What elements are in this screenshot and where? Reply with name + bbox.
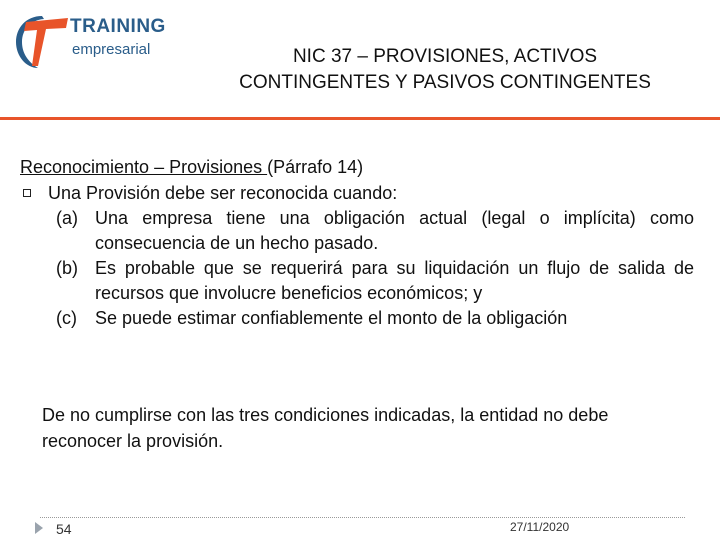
closing-note: De no cumplirse con las tres condiciones indicadas, la entidad no debe reconocer la provisión. — [42, 405, 609, 451]
condition-a — [56, 206, 694, 256]
square-bullet-icon — [23, 189, 31, 197]
logo-text-training: TRAINING — [70, 16, 166, 37]
section-heading-underlined: Reconocimiento – Provisiones — [20, 157, 268, 177]
slide-title-line-1: NIC 37 – PROVISIONES, ACTIVOS — [292, 46, 598, 67]
condition-text: Una empresa tiene una obligación actual (legal o implícita) como consecuencia de un hecho pasado. — [95, 208, 694, 253]
slide-title — [170, 44, 720, 96]
bullet-text: Una Provisión debe ser reconocida cuando: — [48, 183, 398, 203]
footer-arrow-icon — [34, 521, 44, 535]
logo-text-empresarial: empresarial — [72, 41, 151, 58]
condition-text: Es probable que se requerirá para su liquidación un flujo de salida de recursos que involucre beneficios económicos; y — [95, 258, 694, 303]
slide-date: 27/11/2020 — [510, 520, 570, 534]
page-number: 54 — [56, 521, 72, 537]
bullet-item — [20, 180, 700, 206]
footer-divider — [40, 517, 685, 518]
condition-text: Se puede estimar confiablemente el monto de la obligación — [95, 308, 568, 328]
condition-label: (a) — [56, 208, 78, 228]
condition-label: (c) — [56, 308, 77, 328]
header-divider — [0, 117, 720, 120]
slide-title-line-2: CONTINGENTES Y PASIVOS CONTINGENTES — [239, 72, 651, 93]
logo-t-swirl-icon — [12, 10, 72, 74]
condition-c — [56, 306, 694, 331]
slide-content — [20, 154, 700, 331]
condition-label: (b) — [56, 258, 78, 278]
condition-b — [56, 256, 694, 306]
conditions-list — [56, 206, 694, 331]
section-heading-reference: (Párrafo 14) — [267, 157, 364, 177]
section-heading — [20, 154, 700, 180]
